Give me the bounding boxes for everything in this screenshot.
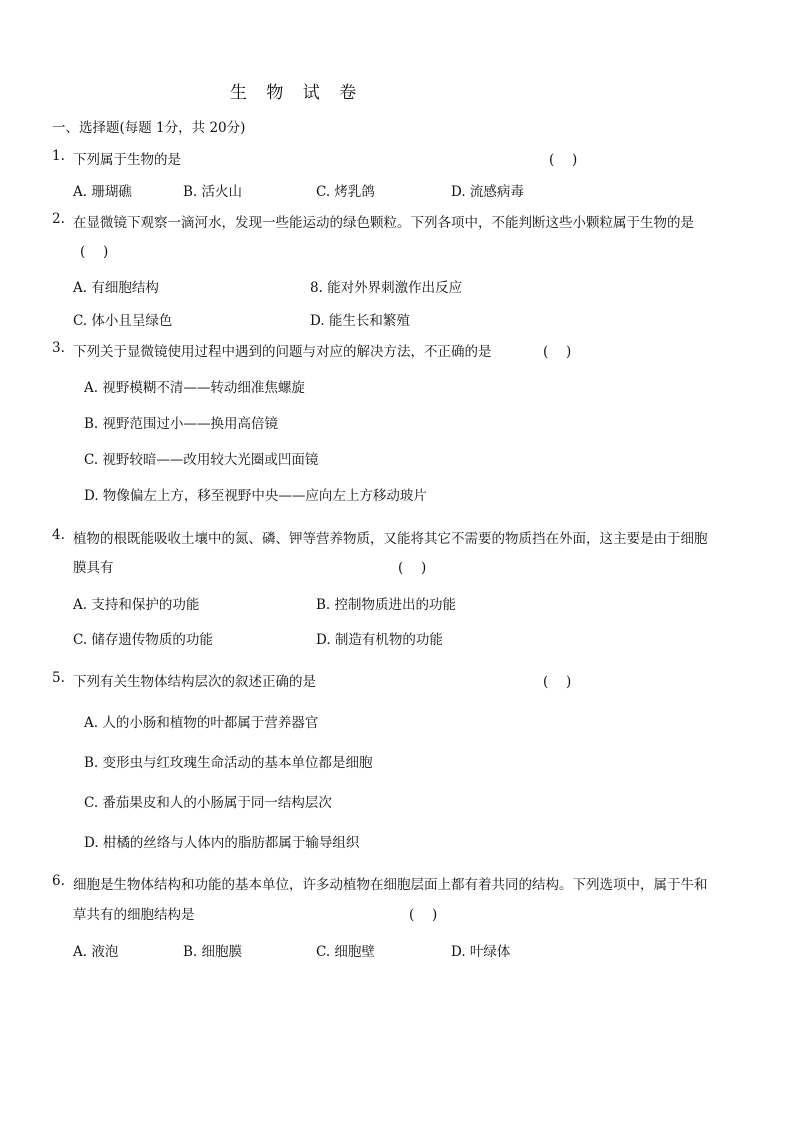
- question-1-option-d: D. 流感病毒: [451, 184, 524, 200]
- answer-bracket-4: ( ): [398, 560, 427, 576]
- question-6-option-b: B. 细胞膜: [183, 944, 243, 960]
- question-1-text: 下列属于生物的是: [73, 152, 181, 168]
- question-3-option-d: D. 物像偏左上方，移至视野中央——应向左上方移动玻片: [84, 488, 427, 504]
- answer-bracket-6: ( ): [409, 907, 438, 923]
- question-6-number: 6.: [52, 873, 65, 889]
- question-5-option-d: D. 柑橘的丝络与人体内的脂肪都属于输导组织: [84, 835, 360, 851]
- answer-bracket-1: ( ): [549, 152, 578, 168]
- question-4-text-line-1: 植物的根既能吸收土壤中的氮、磷、钾等营养物质，又能将其它不需要的物质挡在外面，这主要是由于细胞: [73, 531, 708, 547]
- question-3-number: 3.: [52, 340, 65, 356]
- page-title: 生 物 试 卷: [230, 83, 364, 103]
- answer-bracket-3: ( ): [543, 344, 572, 360]
- question-1-number: 1.: [52, 148, 65, 164]
- question-4-option-a: A. 支持和保护的功能: [73, 597, 200, 613]
- question-5-number: 5.: [52, 670, 65, 686]
- question-2-option-a: A. 有细胞结构: [73, 280, 159, 296]
- question-2-text: 在显微镜下观察一滴河水，发现一些能运动的绿色颗粒。下列各项中，不能判断这些小颗粒属于生物的是: [73, 215, 694, 231]
- question-1-option-c: C. 烤乳鸽: [316, 184, 375, 200]
- question-5-text: 下列有关生物体结构层次的叙述正确的是: [73, 674, 316, 690]
- question-6-text-line-2: 草共有的细胞结构是: [73, 907, 195, 923]
- question-2-option-d: D. 能生长和繁殖: [310, 313, 410, 329]
- question-3-option-b: B. 视野范围过小——换用高倍镜: [84, 416, 279, 432]
- question-5-option-a: A. 人的小肠和植物的叶都属于营养器官: [84, 715, 319, 731]
- section-heading: 一、选择题(每题 1分，共 20分): [52, 120, 246, 136]
- question-1-option-a: A. 珊瑚礁: [73, 184, 132, 200]
- question-6-option-d: D. 叶绿体: [451, 944, 511, 960]
- question-3-option-a: A. 视野模糊不清——转动细准焦螺旋: [84, 380, 305, 396]
- question-2-option-c: C. 体小且呈绿色: [73, 313, 173, 329]
- question-4-option-c: C. 储存遗传物质的功能: [73, 632, 213, 648]
- question-4-option-b: B. 控制物质进出的功能: [316, 597, 457, 613]
- question-6-option-c: C. 细胞壁: [316, 944, 375, 960]
- question-2-number: 2.: [52, 211, 65, 227]
- question-5-option-b: B. 变形虫与红玫瑰生命活动的基本单位都是细胞: [84, 755, 373, 771]
- question-3-option-c: C. 视野较暗——改用较大光圈或凹面镜: [84, 452, 319, 468]
- question-6-option-a: A. 液泡: [73, 944, 119, 960]
- question-1-option-b: B. 活火山: [183, 184, 243, 200]
- question-4-option-d: D. 制造有机物的功能: [316, 632, 443, 648]
- question-6-text-line-1: 细胞是生物体结构和功能的基本单位，许多动植物在细胞层面上都有着共同的结构。下列选项中，属于牛和: [73, 877, 708, 893]
- question-5-option-c: C. 番茄果皮和人的小肠属于同一结构层次: [84, 795, 332, 811]
- question-4-text-line-2: 膜具有: [73, 560, 114, 576]
- question-3-text: 下列关于显微镜使用过程中遇到的问题与对应的解决方法，不正确的是: [73, 344, 492, 360]
- question-2-option-b: 8. 能对外界刺激作出反应: [310, 280, 463, 296]
- answer-bracket-2: ( ): [80, 244, 109, 260]
- question-4-number: 4.: [52, 527, 65, 543]
- answer-bracket-5: ( ): [543, 674, 572, 690]
